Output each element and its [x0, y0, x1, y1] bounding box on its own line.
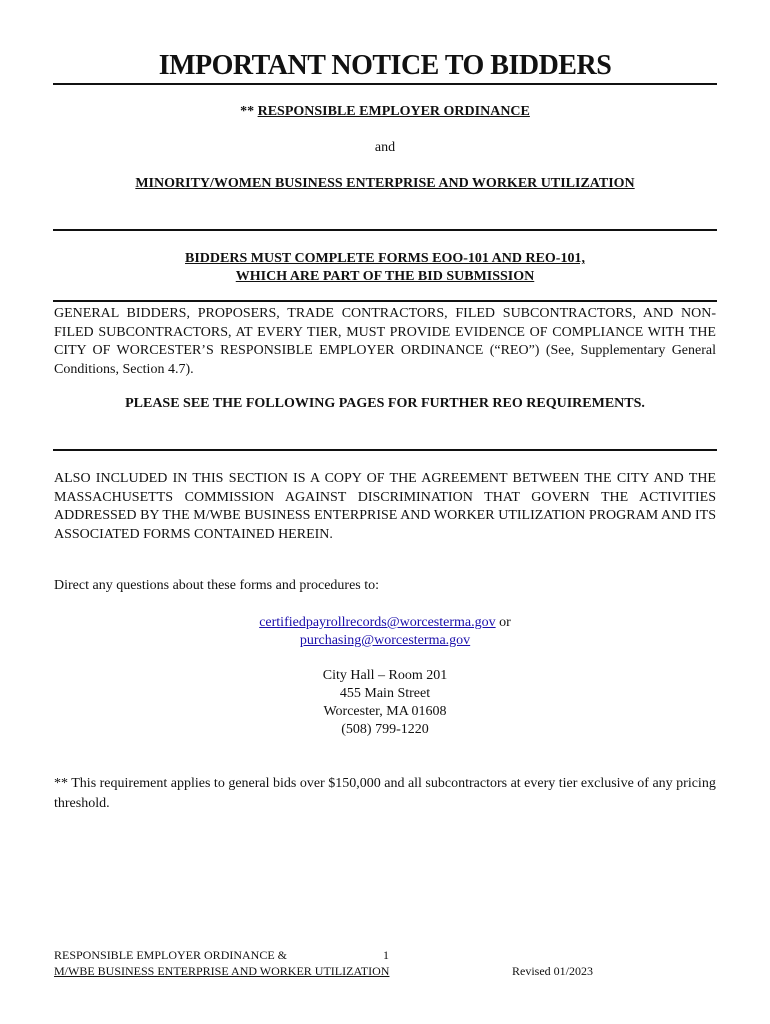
address-line-3: Worcester, MA 01608 — [323, 704, 447, 719]
address-line-4: (508) 799-1220 — [341, 722, 429, 737]
subtitle-2 — [53, 176, 717, 192]
section-rule-2 — [53, 300, 717, 302]
address-line-1: City Hall – Room 201 — [322, 668, 448, 683]
agreement-paragraph: ALSO INCLUDED IN THIS SECTION IS A COPY OF THE AGREEMENT BETWEEN THE CITY AND THE MASSACHUSETTS COMMISSION AGAINST DISCRIMINATION THAT GOVERN THE ACTIVITIES ADDRESSED BY THE M/WBE BUSINESS ENTERPRISE AND WORKER UTILIZATION PROGRAM AND ITS ASSOCIATED FORMS CONTAINED HEREIN. — [54, 471, 716, 542]
title-rule — [53, 83, 717, 85]
section-rule-3 — [53, 449, 717, 451]
forms-line-2: WHICH ARE PART OF THE BID SUBMISSION — [235, 269, 535, 284]
page-title: IMPORTANT NOTICE TO BIDDERS — [158, 50, 612, 81]
direct-questions: Direct any questions about these forms and procedures to: — [54, 578, 380, 593]
email-link-purchasing[interactable]: purchasing@worcesterma.gov — [299, 633, 471, 648]
email-link-certified-payroll[interactable]: certifiedpayrollrecords@worcesterma.gov — [259, 615, 496, 630]
address-block — [53, 667, 717, 739]
footer-page-number: 1 — [383, 948, 389, 962]
footer-line-2: M/WBE BUSINESS ENTERPRISE AND WORKER UTILIZATION — [54, 964, 390, 978]
subtitle-2-text: MINORITY/WOMEN BUSINESS ENTERPRISE AND WORKER UTILIZATION — [135, 176, 635, 191]
and-text: and — [374, 140, 396, 155]
subtitle-prefix: ** — [240, 104, 258, 119]
subtitle-text: RESPONSIBLE EMPLOYER ORDINANCE — [257, 104, 530, 119]
address-line-2: 455 Main Street — [339, 686, 431, 701]
footer-line-1: RESPONSIBLE EMPLOYER ORDINANCE & — [54, 948, 288, 962]
footnote: ** This requirement applies to general bids over $150,000 and all subcontractors at every tier exclusive of any pricing threshold. — [54, 776, 716, 811]
section-rule-1 — [53, 229, 717, 231]
or-text: or — [495, 615, 511, 630]
forms-line-1: BIDDERS MUST COMPLETE FORMS EOO-101 AND REO-101, — [185, 251, 585, 266]
please-see-note: PLEASE SEE THE FOLLOWING PAGES FOR FURTHER REO REQUIREMENTS. — [125, 396, 645, 411]
contact-emails — [53, 614, 717, 650]
subtitle — [53, 104, 717, 120]
reo-paragraph: GENERAL BIDDERS, PROPOSERS, TRADE CONTRACTORS, FILED SUBCONTRACTORS, AND NON-FILED SUBCONTRACTORS, AT EVERY TIER, MUST PROVIDE EVIDENCE OF COMPLIANCE WITH THE CITY OF WORCESTER’S RESPONSIBLE EMPLOYER ORDINANCE (“REO”) (See, Supplementary General Conditions, Section 4.7). — [54, 306, 716, 377]
footer-revised: Revised 01/2023 — [512, 964, 593, 978]
forms-notice — [53, 250, 717, 286]
